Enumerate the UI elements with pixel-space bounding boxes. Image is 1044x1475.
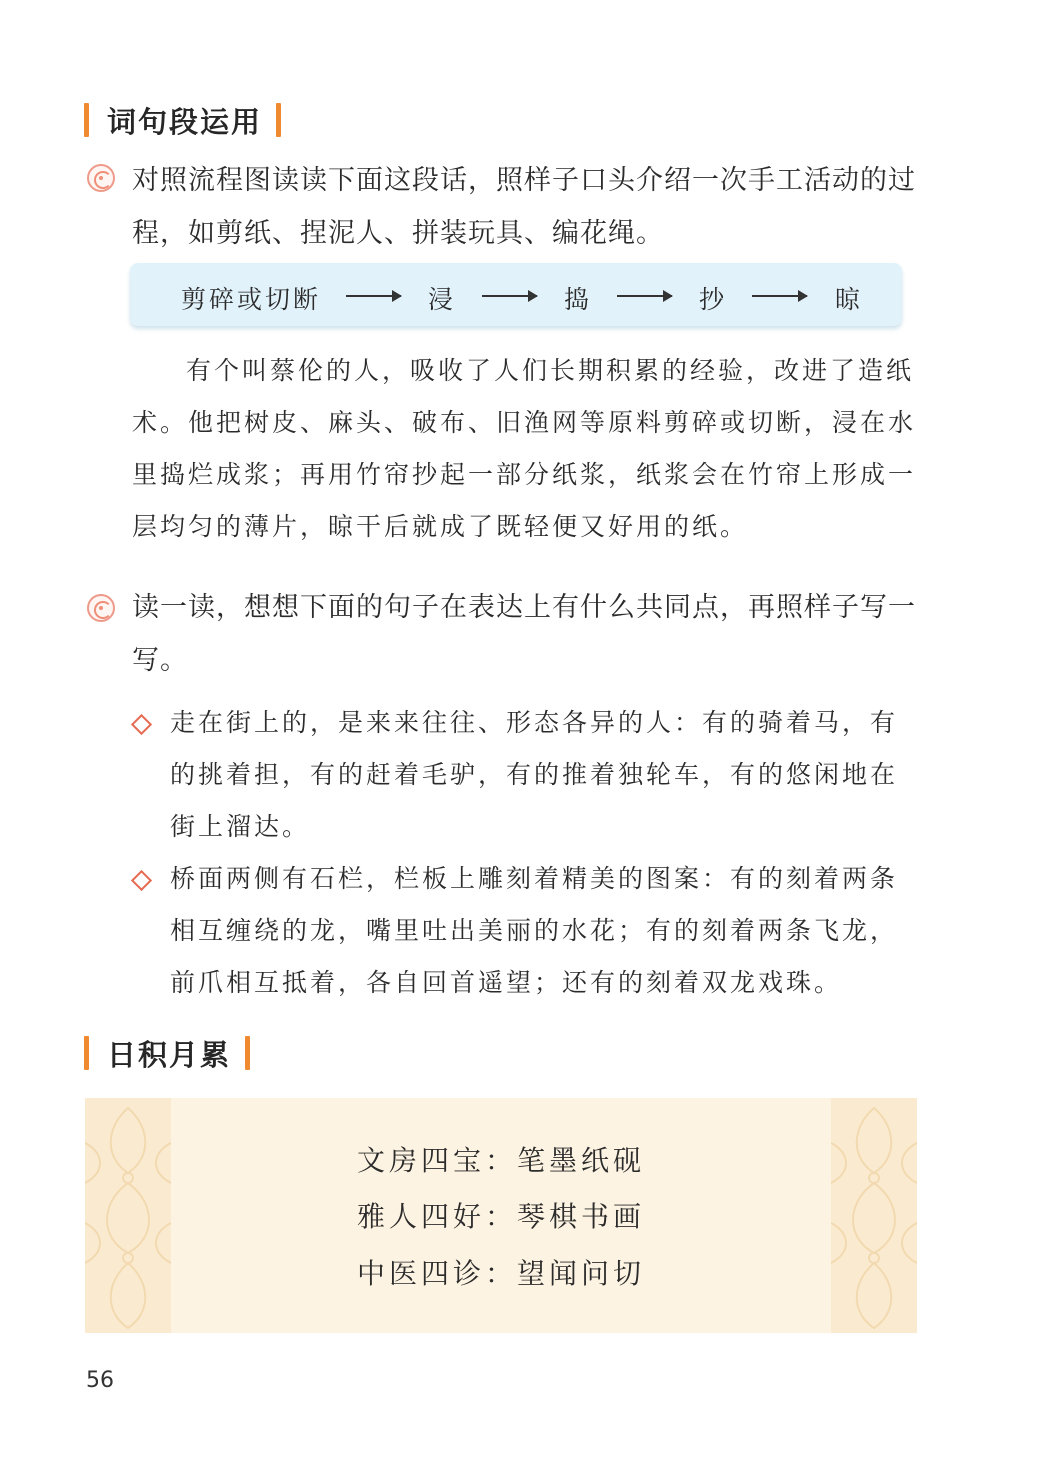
accumulation-line-1: 文房四宝：笔墨纸砚	[356, 1144, 645, 1177]
heading-bar-right	[245, 1036, 250, 1070]
diamond-bullet-icon	[131, 714, 152, 735]
example-1	[132, 697, 922, 853]
question-2-text: 读一读，想想下面的句子在表达上有什么共同点，再照样子写一写。	[132, 592, 916, 676]
flow-step-2: 浸	[428, 285, 457, 314]
flow-arrow-icon	[752, 295, 807, 297]
accumulation-panel	[85, 1098, 917, 1333]
section-title: 词句段运用	[107, 104, 263, 139]
question-swirl-icon	[87, 594, 115, 622]
flow-arrow-icon	[482, 295, 537, 297]
example-text: 桥面两侧有石栏，栏板上雕刻着精美的图案：有的刻着两条相互缠绕的龙，嘴里吐出美丽的水花；有的刻着两条飞龙，前爪相互抵着，各自回首遥望；还有的刻着双龙戏珠。	[170, 864, 899, 997]
diamond-bullet-icon	[131, 870, 152, 891]
flow-arrow-icon	[617, 295, 672, 297]
example-text: 走在街上的，是来来往往、形态各异的人：有的骑着马，有的挑着担，有的赶着毛驴，有的推着独轮车，有的悠闲地在街上溜达。	[170, 708, 899, 841]
flow-step-4: 抄	[699, 285, 728, 314]
flowchart	[130, 263, 902, 326]
question-swirl-icon	[87, 164, 115, 192]
accumulation-line-3: 中医四诊：望闻问切	[356, 1257, 645, 1290]
section-heading-accumulation	[84, 1033, 250, 1073]
flow-step-3: 捣	[564, 285, 593, 314]
heading-bar-right	[276, 103, 281, 137]
example-2	[132, 853, 922, 1009]
page-number: 56	[86, 1368, 114, 1393]
section-title: 日积月累	[107, 1037, 232, 1072]
accumulation-line-2: 雅人四好：琴棋书画	[356, 1200, 645, 1233]
passage-text: 有个叫蔡伦的人，吸收了人们长期积累的经验，改进了造纸术。他把树皮、麻头、破布、旧渔网等原料剪碎或切断，浸在水里捣烂成浆；再用竹帘抄起一部分纸浆，纸浆会在竹帘上形成一层均匀的薄片，晾干后就成了既轻便又好用的纸。	[132, 356, 917, 541]
question-1-text: 对照流程图读读下面这段话，照样子口头介绍一次手工活动的过程，如剪纸、捏泥人、拼装玩具、编花绳。	[132, 165, 916, 249]
heading-bar-left	[84, 103, 89, 137]
flow-step-5: 晾	[835, 285, 864, 314]
heading-bar-left	[84, 1036, 89, 1070]
flow-step-1: 剪碎或切断	[181, 285, 322, 314]
flow-arrow-icon	[346, 295, 401, 297]
section-heading-words	[84, 100, 281, 140]
